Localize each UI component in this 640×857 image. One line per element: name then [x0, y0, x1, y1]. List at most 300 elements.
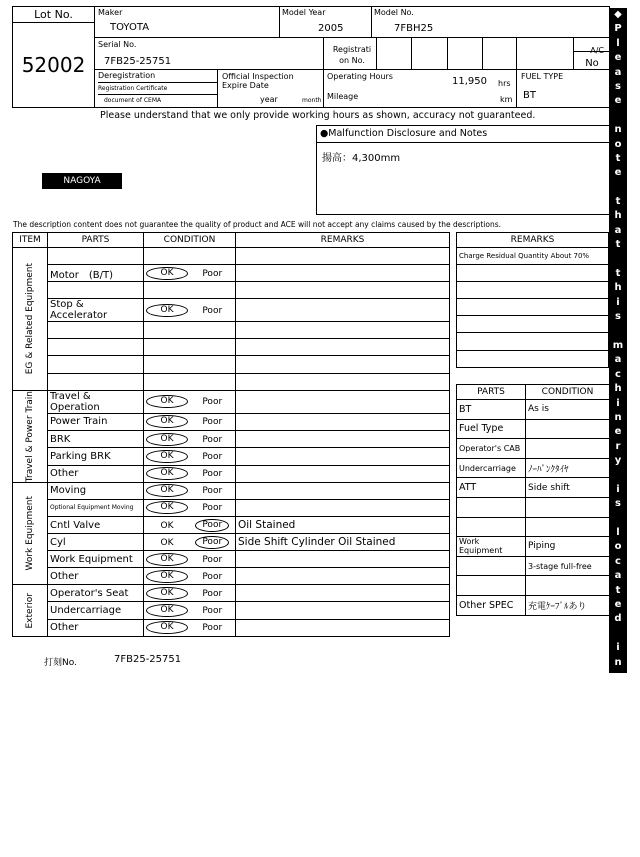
table-row — [13, 448, 450, 465]
remark — [236, 448, 450, 465]
remark — [236, 482, 450, 499]
poor-mark: Poor — [202, 451, 223, 462]
cond-poor-cell — [190, 282, 236, 299]
sidebar-char: o — [614, 541, 622, 553]
cond-poor-cell — [190, 373, 236, 390]
remark — [236, 299, 450, 322]
spec-cond: ﾉｰﾊﾟﾝｸﾀｲﾔ — [526, 458, 610, 478]
stamp-label: 打刻No. — [44, 658, 77, 668]
cond-ok-cell — [144, 390, 190, 413]
col-remarks: REMARKS — [236, 233, 450, 248]
remark — [236, 282, 450, 299]
spec-table — [456, 384, 610, 616]
sidebar-char: t — [615, 152, 621, 164]
col-item: ITEM — [13, 233, 48, 248]
cond-poor-cell — [190, 619, 236, 636]
malfunction-text: 揚高：4,300mm — [322, 153, 401, 164]
cond-poor-cell — [190, 602, 236, 619]
cond-poor-cell — [190, 517, 236, 534]
right-remarks-table — [456, 232, 609, 368]
right-remarks-wrap — [456, 232, 609, 368]
remark — [236, 619, 450, 636]
ok-mark: OK — [146, 501, 188, 514]
maker-cell — [94, 6, 280, 38]
poor-mark: Poor — [202, 397, 223, 408]
sidebar-char: i — [616, 642, 620, 654]
sidebar-char: a — [614, 757, 622, 769]
cond-poor-cell — [190, 448, 236, 465]
sidebar-char: n — [614, 656, 622, 668]
table-row — [13, 619, 450, 636]
deregistration-cell — [94, 70, 218, 108]
inspection-header — [13, 233, 450, 248]
col-condition: CONDITION — [144, 233, 236, 248]
right-remarks-header — [457, 233, 609, 248]
remark — [236, 265, 450, 282]
part-name — [48, 339, 144, 356]
sidebar-char: i — [616, 483, 620, 495]
reg-box-5 — [517, 38, 574, 70]
year-label: year — [260, 95, 278, 104]
right-remarks-title: REMARKS — [457, 233, 609, 248]
sidebar-char: c — [615, 555, 621, 567]
part-name — [48, 248, 144, 265]
sidebar-char: a — [614, 354, 622, 366]
cond-poor-cell — [190, 534, 236, 551]
table-row — [13, 265, 450, 282]
cond-poor-cell — [190, 248, 236, 265]
part-name: Other — [48, 619, 144, 636]
sidebar-char: t — [615, 239, 621, 251]
part-name: Motor (B/T) — [48, 265, 144, 282]
part-name: Other — [48, 568, 144, 585]
spec-part — [457, 497, 526, 517]
poor-mark: Poor — [195, 536, 229, 549]
sidebar-char: y — [614, 455, 622, 467]
poor-mark: Poor — [202, 588, 223, 599]
table-row — [457, 419, 610, 439]
hours-notice: Please understand that we only provide working hours as shown, accuracy not guaranteed. — [100, 110, 536, 121]
model-year-label: Model Year — [282, 8, 326, 17]
poor-mark: Poor — [202, 469, 223, 480]
cond-ok-cell — [144, 322, 190, 339]
cond-poor-cell — [190, 356, 236, 373]
table-row — [13, 465, 450, 482]
sidebar-char: y — [614, 742, 622, 754]
spec-part — [457, 556, 526, 576]
table-row — [13, 499, 450, 516]
part-name: Work Equipment — [48, 551, 144, 568]
cond-poor-cell — [190, 265, 236, 282]
location-badge: NAGOYA — [42, 173, 122, 189]
ac-label-cell — [574, 38, 610, 55]
ok-mark: OK — [146, 467, 188, 480]
sidebar-diamond-top: ◆ — [614, 9, 622, 20]
inspection-table-wrap — [12, 232, 450, 637]
group-label — [13, 585, 48, 636]
table-row — [13, 322, 450, 339]
model-no-cell — [372, 6, 610, 38]
remark: Side Shift Cylinder Oil Stained — [236, 534, 450, 551]
spec-cond — [526, 497, 610, 517]
sidebar-char: e — [614, 599, 622, 611]
sidebar-char: e — [614, 95, 622, 107]
poor-mark: Poor — [202, 417, 223, 428]
poor-mark: Poor — [202, 503, 223, 514]
part-name: Travel & Operation — [48, 390, 144, 413]
cond-poor-cell — [190, 339, 236, 356]
poor-mark: Poor — [202, 623, 223, 634]
sidebar-char — [616, 109, 619, 123]
serial-value: 7FB25-25751 — [104, 56, 172, 67]
sidebar-char: m — [612, 339, 624, 351]
table-row — [13, 551, 450, 568]
spec-cond: Piping — [526, 537, 610, 557]
cond-ok-cell — [144, 413, 190, 430]
ok-mark: OK — [146, 484, 188, 497]
stamp-value: 7FB25-25751 — [114, 654, 182, 665]
cond-ok-cell — [144, 499, 190, 516]
table-row — [13, 299, 450, 322]
poor-mark: Poor — [202, 606, 223, 617]
group-label-text: Work Equipment — [25, 496, 35, 571]
sidebar-char: s — [615, 80, 621, 92]
cond-ok-cell — [144, 339, 190, 356]
spec-table-wrap — [456, 384, 610, 616]
cond-ok-cell — [144, 602, 190, 619]
document-cema-label: document of CEMA — [104, 97, 162, 104]
cond-ok-cell — [144, 356, 190, 373]
table-row — [457, 517, 610, 537]
spec-cond — [526, 517, 610, 537]
spec-part: ATT — [457, 478, 526, 498]
cond-ok-cell — [144, 299, 190, 322]
cond-ok-cell — [144, 534, 190, 551]
cond-ok-cell — [144, 282, 190, 299]
table-row — [13, 356, 450, 373]
right-remark-line: Charge Residual Quantity About 70% — [457, 248, 609, 265]
right-remark-line — [457, 265, 609, 282]
part-name — [48, 373, 144, 390]
cond-poor-cell — [190, 482, 236, 499]
part-name: Operator's Seat — [48, 585, 144, 602]
remark — [236, 248, 450, 265]
spec-col-parts: PARTS — [457, 385, 526, 400]
remark — [236, 322, 450, 339]
cond-poor-cell — [190, 390, 236, 413]
model-year-cell — [280, 6, 372, 38]
reg-box-2 — [412, 38, 448, 70]
cond-ok-cell — [144, 482, 190, 499]
sidebar-char: e — [614, 167, 622, 179]
cond-poor-cell — [190, 568, 236, 585]
sidebar-char — [616, 512, 619, 526]
sidebar-char: N — [613, 685, 623, 697]
group-label — [13, 390, 48, 482]
sidebar-char: s — [615, 311, 621, 323]
cond-poor-cell — [190, 465, 236, 482]
table-row — [457, 400, 610, 420]
registration-certificate-label: Registration Certificate — [98, 83, 218, 95]
reg-box-3 — [448, 38, 483, 70]
sidebar-char: t — [615, 268, 621, 280]
sidebar-diamond-bottom: ◆ — [614, 843, 622, 855]
ok-mark: OK — [160, 520, 174, 531]
poor-mark: Poor — [202, 434, 223, 445]
table-row — [457, 282, 609, 299]
remark — [236, 499, 450, 516]
lot-no-label: Lot No. — [12, 6, 95, 23]
sidebar-char — [616, 325, 619, 339]
cond-ok-cell — [144, 431, 190, 448]
poor-mark: Poor — [202, 554, 223, 565]
sidebar-char: o — [614, 728, 622, 740]
table-row — [13, 413, 450, 430]
ok-mark: OK — [146, 587, 188, 600]
sidebar-char: g — [614, 714, 622, 726]
part-name: Other — [48, 465, 144, 482]
right-remark-line — [457, 299, 609, 316]
table-row — [457, 333, 609, 350]
part-name — [48, 322, 144, 339]
spec-part: Work Equipment — [457, 537, 526, 557]
sidebar-char: h — [614, 210, 622, 222]
ac-value: No — [585, 58, 599, 69]
group-label — [13, 482, 48, 585]
sidebar-char: a — [614, 224, 622, 236]
table-row — [13, 568, 450, 585]
cond-ok-cell — [144, 265, 190, 282]
sidebar-char: i — [616, 397, 620, 409]
spec-header — [457, 385, 610, 400]
remark — [236, 356, 450, 373]
part-name: Undercarriage — [48, 602, 144, 619]
mileage-label: Mileage — [327, 92, 359, 101]
right-remark-line — [457, 350, 609, 367]
sidebar-char: d — [614, 613, 622, 625]
sidebar-char: a — [614, 699, 622, 711]
table-row — [457, 478, 610, 498]
sidebar-char: h — [614, 383, 622, 395]
ok-mark: OK — [146, 433, 188, 446]
part-name: Stop & Accelerator — [48, 299, 144, 322]
serial-cell — [94, 38, 324, 70]
poor-mark: Poor — [202, 486, 223, 497]
table-row — [13, 517, 450, 534]
table-row — [457, 458, 610, 478]
part-name: Parking BRK — [48, 448, 144, 465]
deregistration-label: Deregistration — [98, 71, 218, 83]
cond-poor-cell — [190, 413, 236, 430]
sidebar-char — [616, 670, 619, 684]
table-row — [13, 482, 450, 499]
cond-ok-cell — [144, 568, 190, 585]
cond-poor-cell — [190, 322, 236, 339]
maker-label: Maker — [98, 8, 123, 17]
reg-box-4 — [483, 38, 517, 70]
sidebar-char: h — [614, 282, 622, 294]
remark — [236, 585, 450, 602]
spec-col-condition: CONDITION — [526, 385, 610, 400]
model-year-value: 2005 — [318, 23, 344, 34]
group-label-text: EG & Related Equipment — [25, 263, 35, 375]
remark: Oil Stained — [236, 517, 450, 534]
month-label: month — [302, 97, 322, 104]
fuel-type-cell — [517, 70, 610, 108]
spec-part — [457, 517, 526, 537]
spec-part: Other SPEC — [457, 595, 526, 615]
sidebar-char: a — [614, 800, 622, 812]
cond-ok-cell — [144, 585, 190, 602]
sidebar-char: t — [615, 584, 621, 596]
table-row — [457, 576, 610, 596]
poor-mark: Poor — [202, 571, 223, 582]
spec-cond: 充電ｹｰﾌﾞﾙあり — [526, 595, 610, 615]
km-label: km — [500, 95, 513, 104]
table-row — [457, 537, 610, 557]
sidebar-char — [616, 771, 619, 785]
ok-mark: OK — [146, 267, 188, 280]
table-row — [13, 534, 450, 551]
group-label-text: Exterior — [25, 592, 35, 629]
registration-cell — [324, 38, 377, 70]
ok-mark: OK — [146, 570, 188, 583]
table-row — [457, 595, 610, 615]
table-row — [457, 299, 609, 316]
model-no-value: 7FBH25 — [394, 23, 434, 34]
remark — [236, 413, 450, 430]
cond-poor-cell — [190, 499, 236, 516]
remark — [236, 602, 450, 619]
part-name — [48, 356, 144, 373]
table-row — [13, 585, 450, 602]
poor-mark: Poor — [202, 268, 223, 279]
ok-mark: OK — [160, 537, 174, 548]
inspection-cell — [218, 70, 324, 108]
ok-mark: OK — [146, 604, 188, 617]
sidebar-char: a — [614, 570, 622, 582]
sidebar-char: e — [614, 426, 622, 438]
table-row — [13, 390, 450, 413]
spec-part: Undercarriage — [457, 458, 526, 478]
cond-ok-cell — [144, 619, 190, 636]
inspection-label: Official Inspection Expire Date — [222, 72, 294, 90]
sidebar-note — [609, 8, 627, 855]
malfunction-title: ●Malfunction Disclosure and Notes — [317, 126, 609, 143]
sidebar-char: Y — [614, 786, 622, 798]
cond-ok-cell — [144, 465, 190, 482]
table-row — [13, 431, 450, 448]
ok-mark: OK — [146, 450, 188, 463]
sidebar-char: n — [614, 411, 622, 423]
hrs-label: hrs — [498, 79, 511, 88]
poor-mark: Poor — [202, 305, 223, 316]
part-name: BRK — [48, 431, 144, 448]
table-row — [457, 350, 609, 367]
spec-cond — [526, 576, 610, 596]
disclaimer: The description content does not guarantee the quality of product and ACE will not accept any claims caused by the descriptions. — [13, 220, 502, 229]
table-row — [13, 248, 450, 265]
table-row — [457, 248, 609, 265]
cond-ok-cell — [144, 248, 190, 265]
table-row — [457, 497, 610, 517]
group-label-text: Travel & Power Train — [25, 390, 35, 482]
col-parts: PARTS — [48, 233, 144, 248]
sidebar-char — [616, 253, 619, 267]
spec-cond — [526, 439, 610, 459]
remark — [236, 431, 450, 448]
table-row — [13, 339, 450, 356]
registration-label: Registrati on No. — [332, 45, 372, 65]
reg-box-1 — [377, 38, 412, 70]
cond-ok-cell — [144, 448, 190, 465]
remark — [236, 568, 450, 585]
hours-cell — [324, 70, 517, 108]
right-remark-line — [457, 282, 609, 299]
sidebar-char: d — [614, 829, 622, 841]
fuel-type-label: FUEL TYPE — [521, 72, 564, 81]
sidebar-char — [616, 181, 619, 195]
sidebar-char — [616, 627, 619, 641]
malfunction-box — [316, 125, 610, 215]
ok-mark: OK — [146, 304, 188, 317]
sidebar-char: i — [616, 296, 620, 308]
serial-label: Serial No. — [98, 40, 137, 49]
table-row — [13, 602, 450, 619]
fuel-type-value: BT — [523, 90, 536, 101]
table-row — [457, 556, 610, 576]
part-name: Moving — [48, 482, 144, 499]
spec-cond — [526, 419, 610, 439]
sidebar-char: e — [614, 52, 622, 64]
part-name: Cyl — [48, 534, 144, 551]
sidebar-char: l — [616, 527, 620, 539]
part-name: Cntl Valve — [48, 517, 144, 534]
table-row — [457, 439, 610, 459]
remark — [236, 339, 450, 356]
sidebar-char: n — [614, 124, 622, 136]
inspection-table — [12, 232, 450, 637]
cond-ok-cell — [144, 517, 190, 534]
spec-part — [457, 576, 526, 596]
spec-cond: As is — [526, 400, 610, 420]
spec-part: Fuel Type — [457, 419, 526, 439]
sidebar-char: a — [614, 66, 622, 78]
ok-mark: OK — [146, 415, 188, 428]
sidebar-char: r — [615, 440, 621, 452]
lot-no: 52002 — [12, 22, 95, 108]
cond-poor-cell — [190, 299, 236, 322]
operating-hours-value: 11,950 — [452, 76, 487, 87]
remark — [236, 390, 450, 413]
sidebar-char: r — [615, 814, 621, 826]
maker-value: TOYOTA — [110, 22, 150, 33]
right-remark-line — [457, 316, 609, 333]
spec-part: Operator's CAB — [457, 439, 526, 459]
sidebar-char: o — [614, 138, 622, 150]
remark — [236, 465, 450, 482]
cond-ok-cell — [144, 373, 190, 390]
table-row — [13, 282, 450, 299]
sidebar-char: P — [614, 23, 622, 35]
sidebar-char: s — [615, 498, 621, 510]
cond-ok-cell — [144, 551, 190, 568]
spec-cond: 3-stage full-free — [526, 556, 610, 576]
spec-part: BT — [457, 400, 526, 420]
cond-poor-cell — [190, 551, 236, 568]
right-remark-line — [457, 333, 609, 350]
table-row — [457, 265, 609, 282]
